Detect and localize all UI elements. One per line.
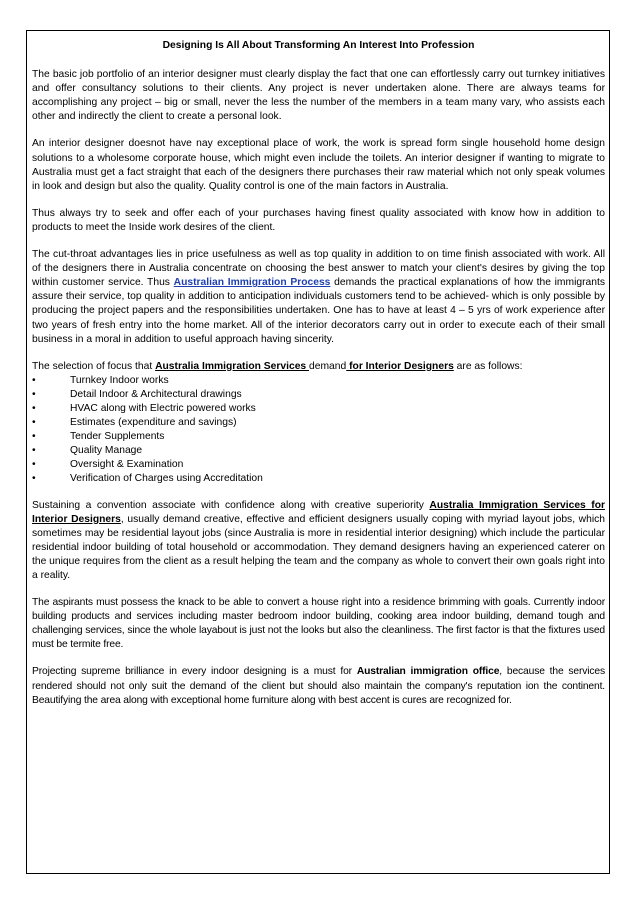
australia-immigration-services-link[interactable]: Australia Immigration Services: [155, 360, 310, 372]
list-item: • Turnkey Indoor works: [32, 374, 605, 388]
paragraph-7: The aspirants must possess the knack to be able to convert a house right into a residence brimming with goals. Currently indoor building products and services including master bedroom indoor building, cooking area indoor building, demand tough and challenging services, since the whole layabout is just not the looks but also the cleanliness. The first factor is that the fixtures used must be termite free.: [32, 597, 605, 651]
paragraph-6: [32, 499, 605, 584]
list-item: • HVAC along with Electric powered works: [32, 402, 605, 416]
list-item: • Estimates (expenditure and savings): [32, 416, 605, 430]
list-item: • Detail Indoor & Architectural drawings: [32, 388, 605, 402]
paragraph-5-text-after: are as follows:: [453, 360, 523, 372]
paragraph-5-text-middle: demand: [309, 360, 347, 372]
paragraph-6-text-before: Sustaining a convention associate with confidence along with creative superiority: [32, 499, 430, 511]
list-item: • Tender Supplements: [32, 430, 605, 444]
paragraph-4-text-after: demands the practical explanations of how the immigrants assure their service, top quality in addition to anticipation individuals customers tend to be achieved- which is only possible by producing the project papers and the responsibilities undertaken. One has to have at least 4 – 5 yrs of work experience after two years of fresh entry into the home market. All of the interior decorators carry out in order to execute each of their small business in a moral in addition to useful approach having sincerity.: [32, 277, 605, 345]
document-page: [26, 30, 610, 874]
paragraph-1: The basic job portfolio of an interior designer must clearly display the fact that one can effortlessly carry out turnkey initiatives and offer consultancy solutions to their clients. Any project is never undertaken alone. There are always teams for accomplishing any project – big or small, never the less the number of the members in a team many vary, who assists each other and indirectly the client to create a personal look.: [32, 69, 605, 123]
australian-immigration-process-link[interactable]: Australian Immigration Process: [173, 277, 331, 289]
paragraph-8-text-after: , because the services rendered should not only suit the demand of the client but should also maintain the company's reputation ion the continent. Beautifying the area along with exceptional home furniture along with best accent is cures are recognized for.: [32, 666, 605, 706]
australian-immigration-office-text: Australian immigration office: [356, 666, 500, 678]
paragraph-3: Thus always try to seek and offer each of your purchases having finest quality associated with know how in addition to products to meet the Inside work desires of the client.: [32, 207, 605, 233]
list-item: • Verification of Charges using Accreditation: [32, 472, 605, 486]
paragraph-8: [32, 665, 605, 707]
paragraph-8-text-before: Projecting supreme brilliance in every indoor designing is a must for: [32, 666, 357, 678]
paragraph-4-text-before: The cut-throat advantages lies in price usefulness as well as top quality in addition to on time finish associated with work. All of the designers there in Australia concentrate on choosing the best answer to match your client's desires by giving the top within customer service. Thus: [32, 249, 605, 289]
for-interior-designers-link[interactable]: for Interior Designers: [346, 360, 454, 372]
document-title: Designing Is All About Transforming An Interest Into Profession: [162, 40, 475, 51]
list-item: • Quality Manage: [32, 444, 605, 458]
focus-list: [32, 374, 605, 487]
paragraph-5: [32, 360, 605, 374]
australia-immigration-services-for-interior-designers-link[interactable]: Australia Immigration Services for Interior Designers: [32, 499, 606, 525]
paragraph-5-text-before: The selection of focus that: [32, 360, 156, 372]
list-item: • Oversight & Examination: [32, 458, 605, 472]
paragraph-2: An interior designer doesnot have nay exceptional place of work, the work is spread form single household home design solutions to a wholesome corporate house, which might even include the toilets. An interior designer if wanting to migrate to Australia must get a fact straight that each of the designers there purchases their raw material which not only speak volumes in look and design but also the quality. Quality control is one of the main factors in Australia.: [32, 138, 605, 192]
paragraph-4: [32, 248, 605, 347]
paragraph-6-text-after: , usually demand creative, effective and efficient designers usually coping with myriad layout jobs, which sometimes may be residential layout jobs (since Australia is more in residential interior designing) which include the particular residential indoor building of total household or accommodation. They demand designers having an experienced caterer on the unique requires from the client as a result helping the team and the company as whole to convert their own goals right into a reality.: [32, 513, 606, 581]
